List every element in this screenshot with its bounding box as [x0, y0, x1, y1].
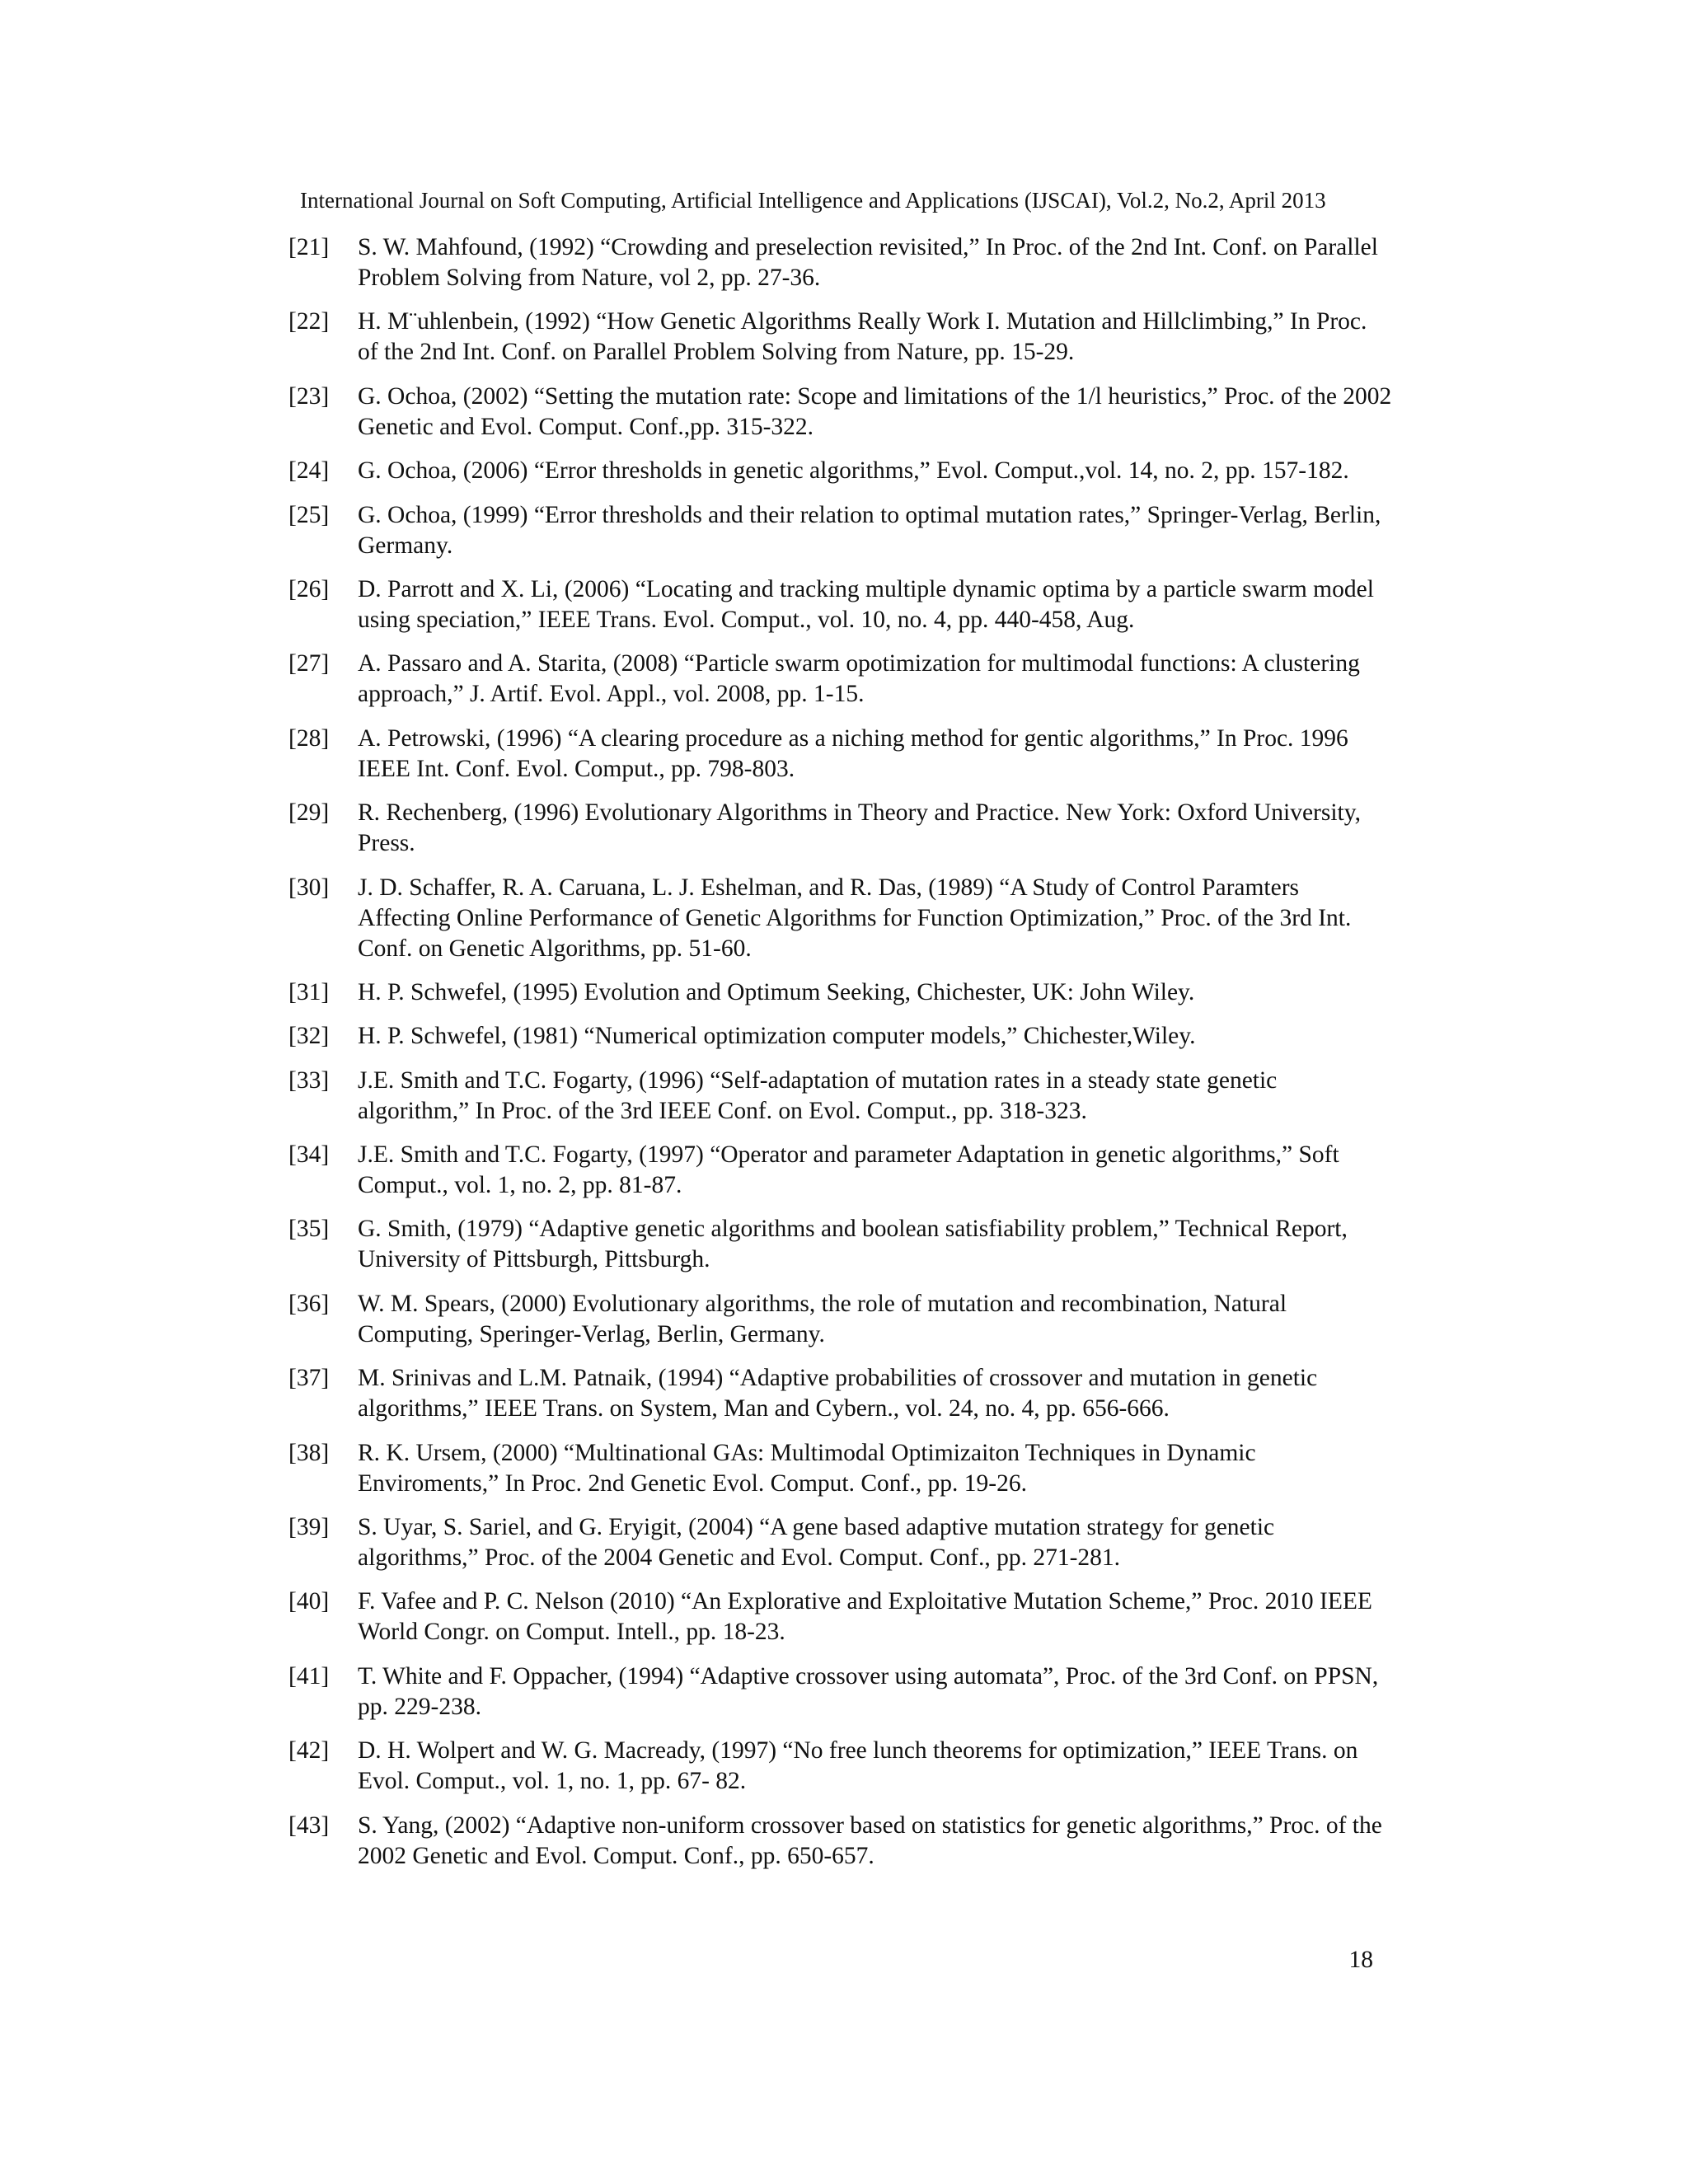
- reference-item: [288, 1066, 1393, 1127]
- reference-number: [28]: [288, 724, 330, 752]
- reference-text: J. D. Schaffer, R. A. Caruana, L. J. Eshelman, and R. Das, (1989) “A Study of Control Paramters Affecting Online Performance of Genetic Algorithms for Function Optimization,” Proc. of the 3rd Int. Conf. on Genetic Algorithms, pp. 51-60.: [358, 874, 1352, 962]
- reference-item: [288, 1140, 1393, 1201]
- page-number: 18: [1348, 1947, 1373, 1973]
- reference-number: [29]: [288, 799, 330, 827]
- reference-number: [35]: [288, 1216, 330, 1243]
- reference-item: [288, 382, 1393, 443]
- reference-text: A. Passaro and A. Starita, (2008) “Particle swarm opotimization for multimodal functions: A clustering approach,” J. Artif. Evol. Appl., vol. 2008, pp. 1-15.: [358, 650, 1360, 708]
- reference-number: [25]: [288, 501, 330, 528]
- reference-text: D. H. Wolpert and W. G. Macready, (1997) “No free lunch theorems for optimization,” IEEE Trans. on Evol. Comput., vol. 1, no. 1, pp. 67- 82.: [358, 1737, 1358, 1795]
- reference-item: [288, 1661, 1393, 1722]
- reference-number: [43]: [288, 1811, 330, 1839]
- running-header: International Journal on Soft Computing, Artificial Intelligence and Applications (IJSCAI), Vol.2, No.2, April 2013: [300, 188, 1326, 213]
- reference-number: [37]: [288, 1365, 330, 1392]
- reference-item: [288, 1512, 1393, 1573]
- reference-item: [288, 649, 1393, 710]
- reference-item: [288, 1214, 1393, 1275]
- reference-text: H. P. Schwefel, (1995) Evolution and Optimum Seeking, Chichester, UK: John Wiley.: [358, 978, 1195, 1005]
- reference-item: [288, 1736, 1393, 1797]
- reference-item: [288, 574, 1393, 635]
- reference-item: [288, 1363, 1393, 1424]
- reference-item: [288, 977, 1393, 1008]
- reference-item: [288, 798, 1393, 859]
- reference-text: M. Srinivas and L.M. Patnaik, (1994) “Adaptive probabilities of crossover and mutation in genetic algorithms,” IEEE Trans. on System, Man and Cybern., vol. 24, no. 4, pp. 656-666.: [358, 1365, 1318, 1422]
- reference-number: [26]: [288, 575, 330, 602]
- reference-text: D. Parrott and X. Li, (2006) “Locating and tracking multiple dynamic optima by a particle swarm model using speciation,” IEEE Trans. Evol. Comput., vol. 10, no. 4, pp. 440-458, Aug.: [358, 575, 1374, 633]
- reference-number: [34]: [288, 1141, 330, 1169]
- reference-number: [22]: [288, 308, 330, 335]
- reference-number: [36]: [288, 1290, 330, 1317]
- reference-number: [40]: [288, 1588, 330, 1615]
- reference-text: H. P. Schwefel, (1981) “Numerical optimization computer models,” Chichester,Wiley.: [358, 1023, 1196, 1050]
- reference-item: [288, 1586, 1393, 1647]
- reference-item: [288, 307, 1393, 368]
- reference-item: [288, 1811, 1393, 1872]
- reference-number: [33]: [288, 1066, 330, 1094]
- reference-item: [288, 500, 1393, 561]
- reference-number: [41]: [288, 1662, 330, 1690]
- reference-text: T. White and F. Oppacher, (1994) “Adaptive crossover using automata”, Proc. of the 3rd Conf. on PPSN, pp. 229-238.: [358, 1662, 1379, 1720]
- reference-text: W. M. Spears, (2000) Evolutionary algorithms, the role of mutation and recombination, Natural Computing, Speringer-Verlag, Berlin, Germany.: [358, 1290, 1287, 1347]
- reference-number: [38]: [288, 1439, 330, 1466]
- reference-number: [24]: [288, 457, 330, 485]
- reference-list: [288, 232, 1393, 1885]
- reference-text: G. Smith, (1979) “Adaptive genetic algorithms and boolean satisfiability problem,” Technical Report, University of Pittsburgh, Pittsburgh.: [358, 1216, 1348, 1273]
- reference-text: G. Ochoa, (2002) “Setting the mutation rate: Scope and limitations of the 1/l heuristics,” Proc. of the 2002 Genetic and Evol. Comput. Conf.,pp. 315-322.: [358, 382, 1392, 440]
- reference-item: [288, 232, 1393, 293]
- reference-text: G. Ochoa, (2006) “Error thresholds in genetic algorithms,” Evol. Comput.,vol. 14, no. 2, pp. 157-182.: [358, 457, 1349, 485]
- reference-number: [27]: [288, 650, 330, 677]
- reference-number: [32]: [288, 1023, 330, 1050]
- reference-number: [21]: [288, 234, 330, 260]
- reference-text: S. Uyar, S. Sariel, and G. Eryigit, (2004) “A gene based adaptive mutation strategy for genetic algorithms,” Proc. of the 2004 Genetic and Evol. Comput. Conf., pp. 271-281.: [358, 1514, 1275, 1572]
- reference-text: J.E. Smith and T.C. Fogarty, (1996) “Self-adaptation of mutation rates in a steady state genetic algorithm,” In Proc. of the 3rd IEEE Conf. on Evol. Comput., pp. 318-323.: [358, 1066, 1278, 1124]
- reference-number: [39]: [288, 1514, 330, 1541]
- reference-text: R. K. Ursem, (2000) “Multinational GAs: Multimodal Optimizaiton Techniques in Dynamic Enviroments,” In Proc. 2nd Genetic Evol. Comput. Conf., pp. 19-26.: [358, 1439, 1256, 1497]
- reference-text: A. Petrowski, (1996) “A clearing procedure as a niching method for gentic algorithms,” In Proc. 1996 IEEE Int. Conf. Evol. Comput., pp. 798-803.: [358, 724, 1348, 782]
- reference-number: [31]: [288, 978, 330, 1005]
- reference-item: [288, 1438, 1393, 1499]
- reference-text: R. Rechenberg, (1996) Evolutionary Algorithms in Theory and Practice. New York: Oxford University, Press.: [358, 799, 1361, 857]
- reference-item: [288, 873, 1393, 964]
- reference-text: J.E. Smith and T.C. Fogarty, (1997) “Operator and parameter Adaptation in genetic algorithms,” Soft Comput., vol. 1, no. 2, pp. 81-87.: [358, 1141, 1339, 1199]
- reference-item: [288, 1289, 1393, 1350]
- reference-item: [288, 1021, 1393, 1052]
- reference-text: S. W. Mahfound, (1992) “Crowding and preselection revisited,” In Proc. of the 2nd Int. Conf. on Parallel Problem Solving from Nature, vol 2, pp. 27-36.: [358, 234, 1378, 291]
- reference-item: [288, 456, 1393, 486]
- reference-item: [288, 724, 1393, 785]
- reference-text: H. M¨uhlenbein, (1992) “How Genetic Algorithms Really Work I. Mutation and Hillclimbing,” In Proc. of the 2nd Int. Conf. on Parallel Problem Solving from Nature, pp. 15-29.: [358, 308, 1367, 366]
- reference-text: S. Yang, (2002) “Adaptive non-uniform crossover based on statistics for genetic algorithms,” Proc. of the 2002 Genetic and Evol. Comput. Conf., pp. 650-657.: [358, 1811, 1382, 1869]
- reference-text: F. Vafee and P. C. Nelson (2010) “An Explorative and Exploitative Mutation Scheme,” Proc. 2010 IEEE World Congr. on Comput. Intell., pp. 18-23.: [358, 1588, 1372, 1646]
- reference-number: [42]: [288, 1737, 330, 1765]
- reference-text: G. Ochoa, (1999) “Error thresholds and their relation to optimal mutation rates,” Springer-Verlag, Berlin, Germany.: [358, 501, 1381, 559]
- reference-number: [23]: [288, 382, 330, 410]
- reference-number: [30]: [288, 874, 330, 901]
